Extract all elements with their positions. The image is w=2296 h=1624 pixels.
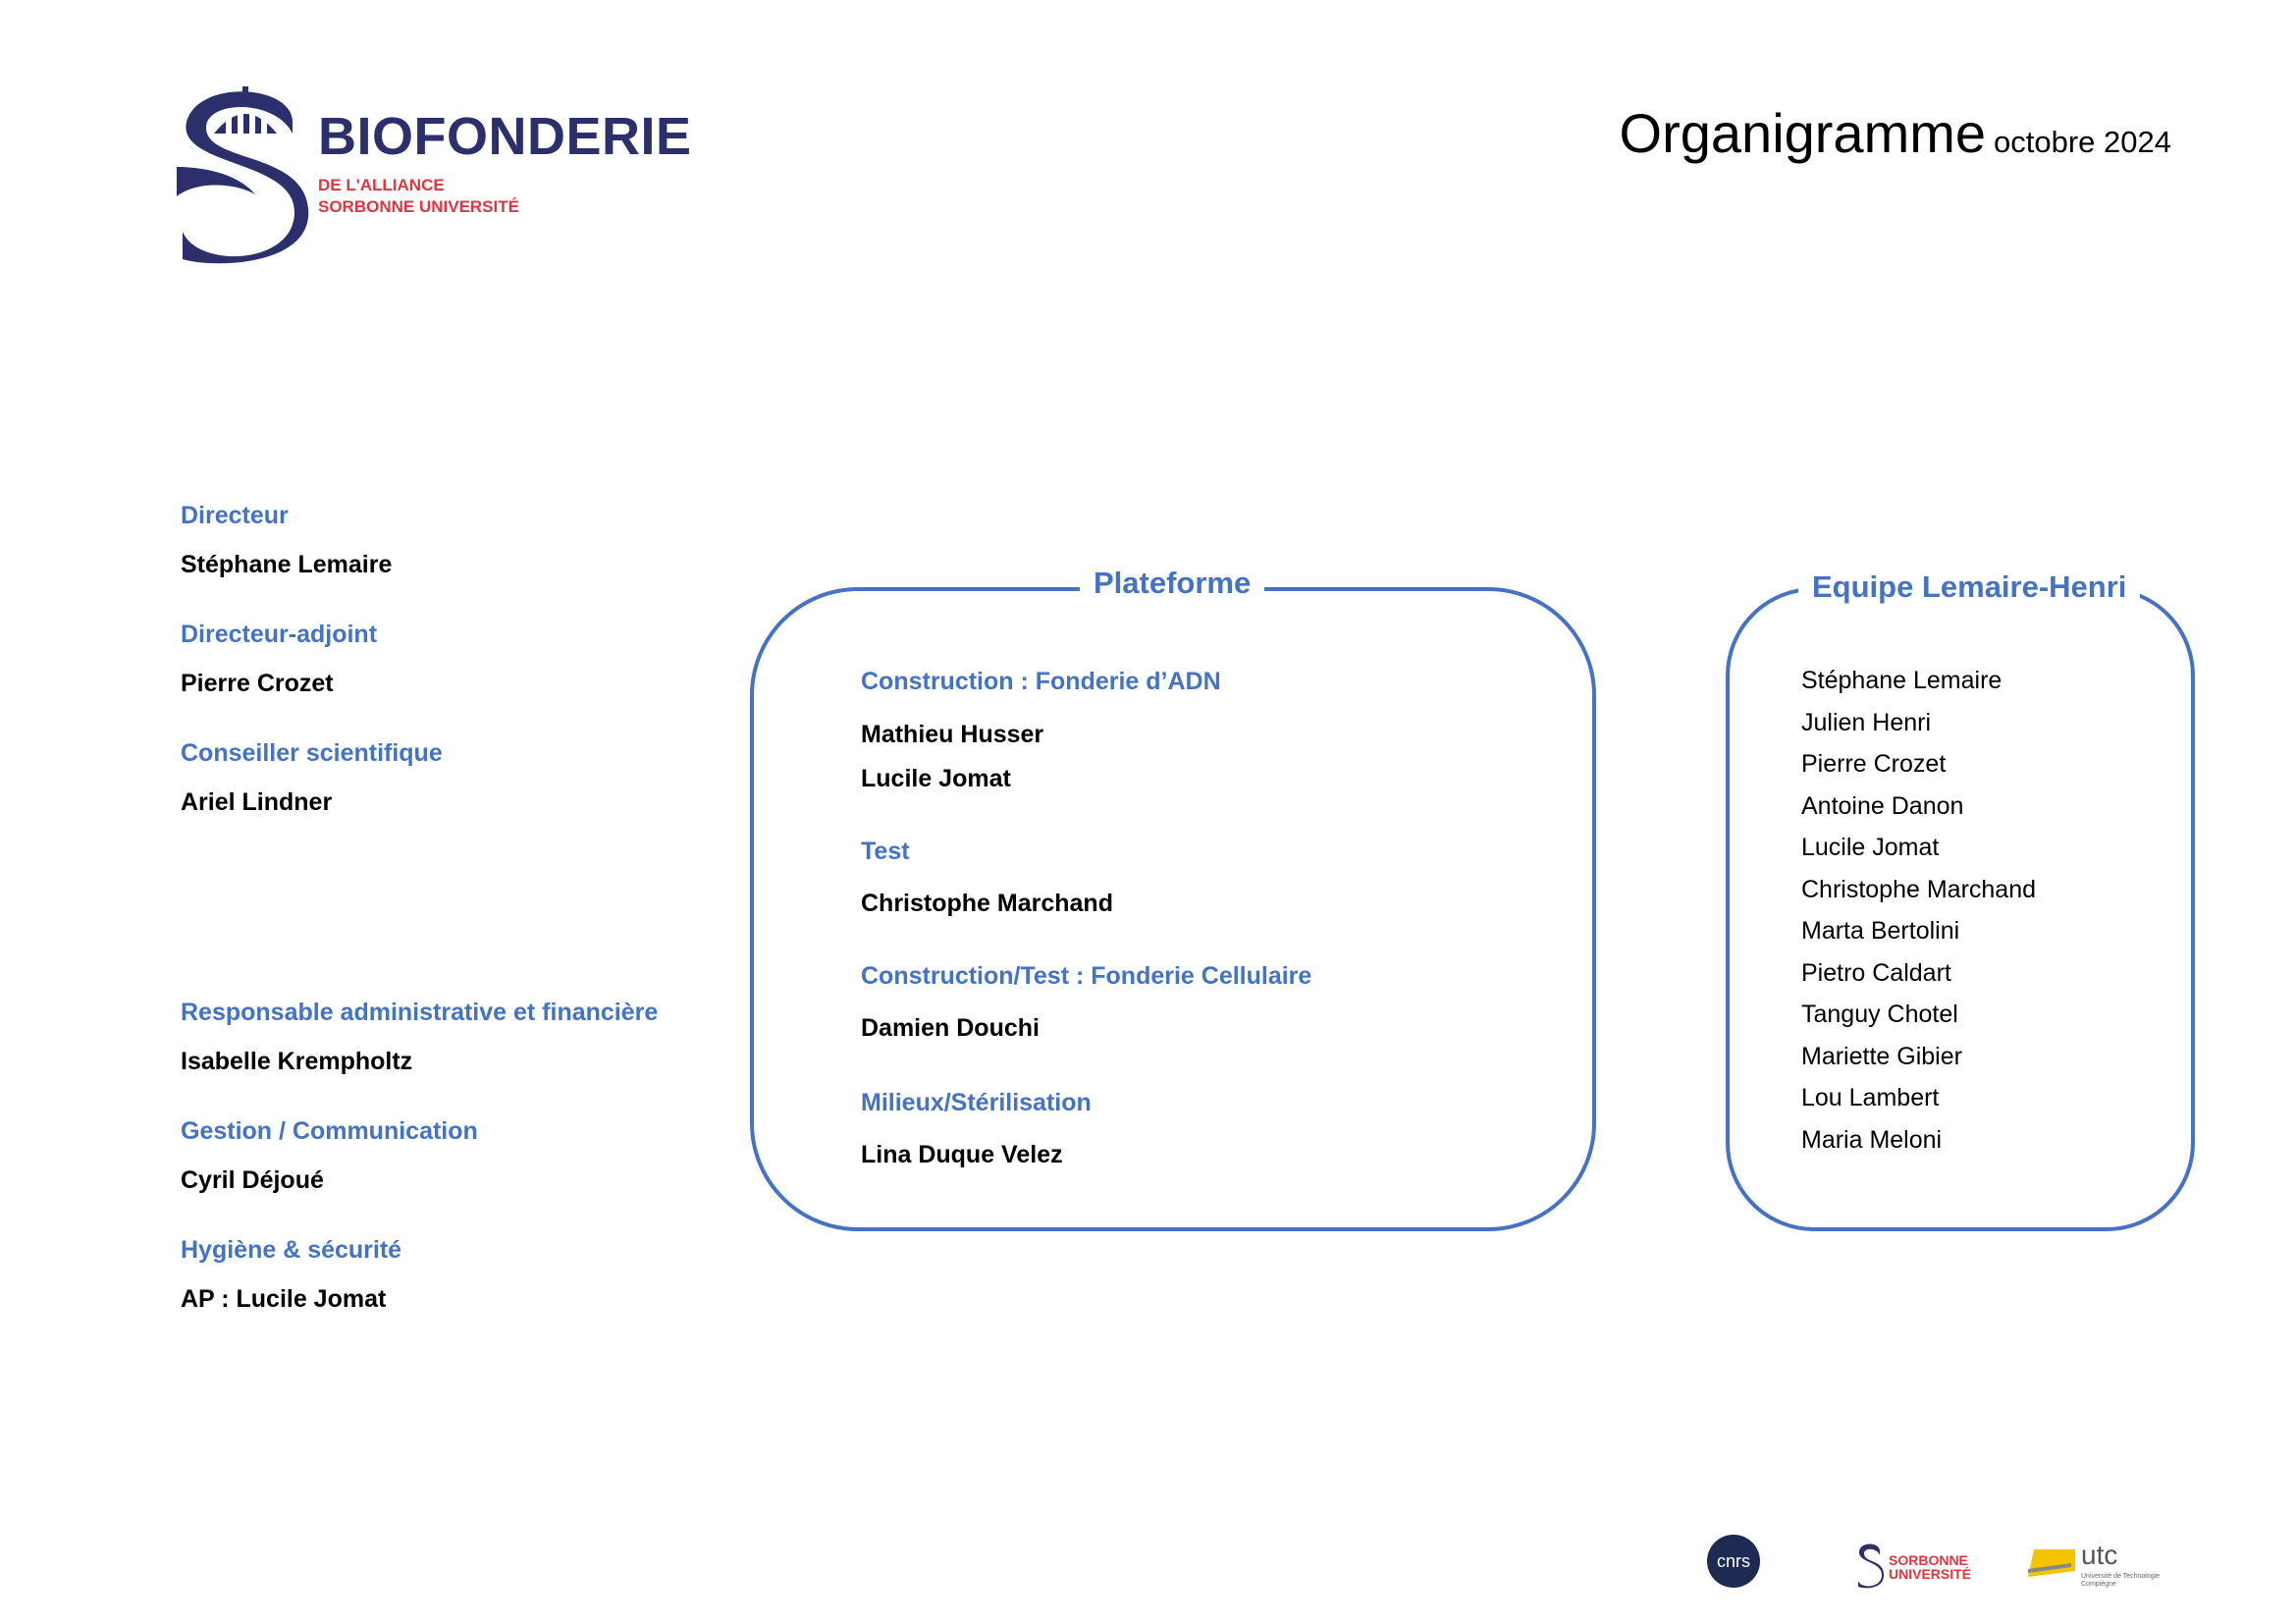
role-label: Hygiène & sécurité xyxy=(181,1236,402,1264)
equipe-title: Equipe Lemaire-Henri xyxy=(1798,571,2140,602)
brand-subtitle-line2: SORBONNE UNIVERSITÉ xyxy=(318,197,519,216)
role-label: Responsable administrative et financière xyxy=(181,999,659,1026)
person-name: Stéphane Lemaire xyxy=(181,551,393,578)
person-name: Cyril Déjoué xyxy=(181,1166,324,1194)
section-person: Mathieu Husser xyxy=(861,721,1044,748)
sorbonne-logo-icon xyxy=(1855,1540,1885,1589)
section-person: Lina Duque Velez xyxy=(861,1141,1063,1168)
role-label: Conseiller scientifique xyxy=(181,739,443,767)
list-item: Pietro Caldart xyxy=(1801,958,1951,987)
page-title xyxy=(1571,102,2171,164)
person-name: Pierre Crozet xyxy=(181,670,334,697)
cnrs-logo-icon xyxy=(1706,1534,1761,1589)
section-person: Christophe Marchand xyxy=(861,890,1113,917)
list-item: Stéphane Lemaire xyxy=(1801,667,2002,694)
section-person: Lucile Jomat xyxy=(861,765,1011,792)
list-item: Pierre Crozet xyxy=(1801,750,1947,778)
equipe-member-list xyxy=(1801,660,2036,1161)
title-text: Organigramme xyxy=(1619,102,1987,164)
role-label: Directeur xyxy=(181,502,289,529)
section-title: Construction/Test : Fonderie Cellulaire xyxy=(861,962,1312,990)
biofonderie-logo-icon xyxy=(177,73,314,265)
list-item: Mariette Gibier xyxy=(1801,1042,1962,1070)
list-item: Lucile Jomat xyxy=(1801,834,1940,861)
section-person: Damien Douchi xyxy=(861,1014,1040,1042)
utc-logo-sub2: Compiègne xyxy=(2081,1581,2116,1588)
list-item: Lou Lambert xyxy=(1801,1084,1940,1111)
list-item: Maria Meloni xyxy=(1801,1125,1943,1154)
list-item: Julien Henri xyxy=(1801,708,1932,736)
list-item: Christophe Marchand xyxy=(1801,875,2037,903)
person-name: Ariel Lindner xyxy=(181,788,333,816)
sorbonne-logo xyxy=(1855,1540,1983,1591)
title-date: octobre 2024 xyxy=(1994,125,2171,159)
utc-logo-text: utc xyxy=(2081,1540,2118,1570)
brand-name: BIOFONDERIE xyxy=(318,107,692,166)
plateforme-title: Plateforme xyxy=(1080,568,1264,598)
brand-subtitle-line1: DE L'ALLIANCE xyxy=(318,176,445,194)
person-name: Isabelle Krempholtz xyxy=(181,1048,413,1075)
role-label: Gestion / Communication xyxy=(181,1117,478,1145)
utc-logo-sub1: Université de Technologie xyxy=(2081,1573,2161,1580)
list-item: Antoine Danon xyxy=(1801,791,1964,820)
cnrs-logo-text: cnrs xyxy=(1716,1551,1751,1571)
utc-logo-icon xyxy=(2028,1545,2079,1585)
person-name: AP : Lucile Jomat xyxy=(181,1285,387,1313)
section-title: Milieux/Stérilisation xyxy=(861,1089,1092,1116)
sorbonne-logo-text1: SORBONNE xyxy=(1889,1552,1968,1568)
section-title: Test xyxy=(861,838,910,865)
list-item: Marta Bertolini xyxy=(1801,917,1960,945)
section-title: Construction : Fonderie d’ADN xyxy=(861,668,1221,695)
role-label: Directeur-adjoint xyxy=(181,621,378,648)
sorbonne-logo-text2: UNIVERSITÉ xyxy=(1889,1566,1972,1582)
list-item: Tanguy Chotel xyxy=(1801,1001,1958,1028)
utc-logo xyxy=(2028,1540,2161,1593)
